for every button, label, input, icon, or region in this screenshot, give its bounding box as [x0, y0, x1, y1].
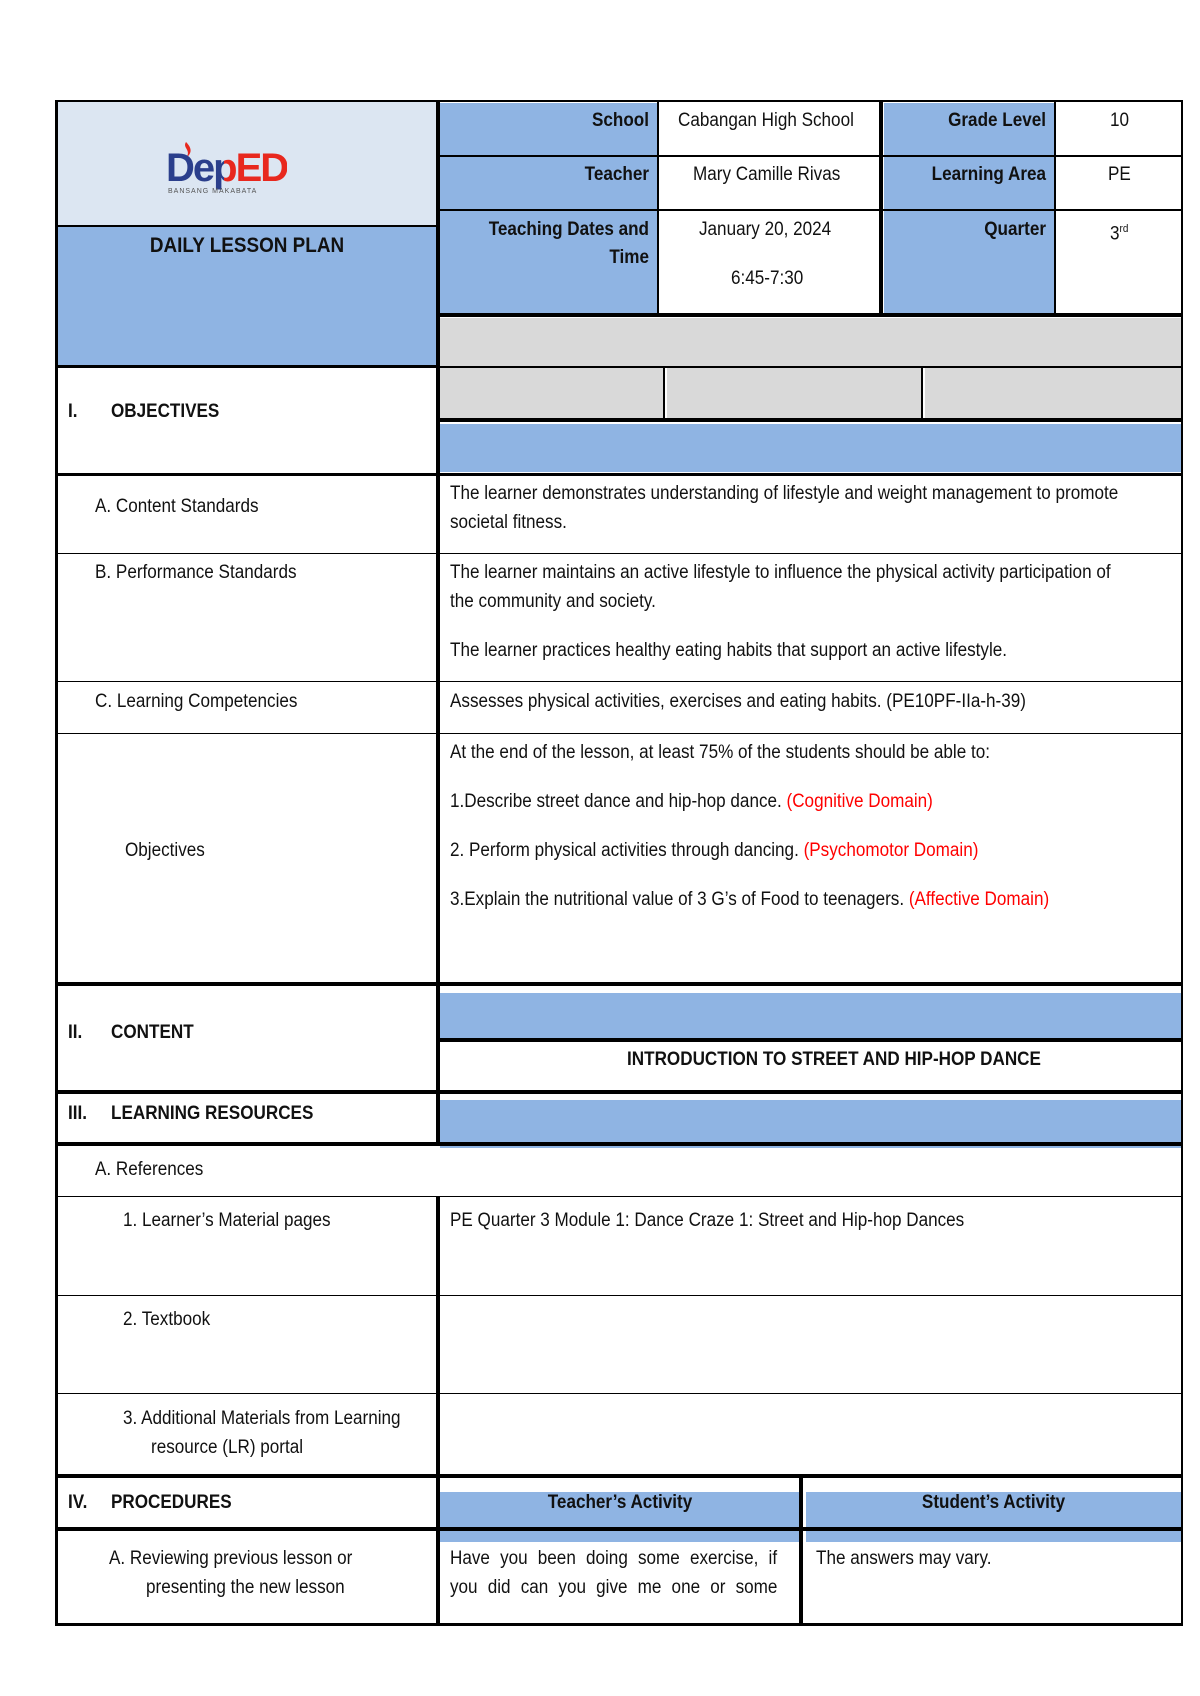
- references-row-span: [436, 1146, 440, 1196]
- content-topic: INTRODUCTION TO STREET AND HIP-HOP DANCE: [627, 1049, 1041, 1070]
- quarter-suffix: rd: [1119, 223, 1129, 235]
- review-teacher-line1: Have you been doing some exercise, if: [450, 1548, 778, 1569]
- school-value: Cabangan High School: [678, 110, 854, 131]
- performance-line3: The learner practices healthy eating habits that support an active lifestyle.: [450, 640, 1008, 661]
- domain-label: (Affective Domain): [908, 889, 1050, 910]
- logo-text: DepED: [166, 146, 288, 190]
- teacher-col-label: Teacher’s Activity: [547, 1492, 693, 1513]
- objectives-heading-num: I.: [68, 401, 78, 422]
- time-value: 6:45-7:30: [731, 268, 804, 289]
- procedures-heading: PROCEDURES: [111, 1492, 232, 1513]
- gray-cell-2: [667, 368, 921, 418]
- additional-label-line1: 3. Additional Materials from Learning: [123, 1408, 401, 1429]
- objectives-heading: OBJECTIVES: [111, 401, 220, 422]
- dates-label-line2: Time: [609, 247, 649, 268]
- objective-item-1: 1.Describe street dance and hip-hop dance. (Cognitive Domain): [450, 791, 933, 812]
- content-standards-label: A. Content Standards: [95, 496, 259, 517]
- grade-value: 10: [1110, 110, 1130, 131]
- competencies-label: C. Learning Competencies: [95, 691, 298, 712]
- performance-line2: the community and society.: [450, 591, 656, 612]
- dates-label-line1: Teaching Dates and: [488, 219, 649, 240]
- objective-item-3: 3.Explain the nutritional value of 3 G’s of Food to teenagers. (Affective Domain): [450, 889, 1050, 910]
- teacher-label: Teacher: [584, 164, 649, 185]
- review-teacher-line2: you did can you give me one or some: [450, 1577, 778, 1598]
- competencies-value: Assesses physical activities, exercises and eating habits. (PE10PF-IIa-h-39): [450, 691, 1026, 712]
- content-heading: CONTENT: [111, 1022, 194, 1043]
- school-label: School: [591, 110, 649, 131]
- area-label: Learning Area: [931, 164, 1046, 185]
- objectives-intro: At the end of the lesson, at least 75% of the students should be able to:: [450, 742, 990, 763]
- resources-blue-band: [439, 1100, 1181, 1148]
- resources-heading-num: III.: [68, 1103, 88, 1124]
- content-heading-num: II.: [68, 1022, 83, 1043]
- logo-tagline: BANSANG MAKABATA: [168, 188, 258, 195]
- teacher-value: Mary Camille Rivas: [693, 164, 841, 185]
- review-student: The answers may vary.: [816, 1548, 992, 1569]
- objective-item-2: 2. Perform physical activities through dancing. (Psychomotor Domain): [450, 840, 979, 861]
- objectives-label: Objectives: [125, 840, 205, 861]
- procedures-heading-num: IV.: [68, 1492, 88, 1513]
- deped-logo: [164, 140, 288, 196]
- references-label: A. References: [95, 1159, 204, 1180]
- review-label-line1: A. Reviewing previous lesson or: [109, 1548, 353, 1569]
- lm-value: PE Quarter 3 Module 1: Dance Craze 1: Street and Hip-hop Dances: [450, 1210, 965, 1231]
- content-standards-line2: societal fitness.: [450, 512, 567, 533]
- area-value: PE: [1108, 164, 1131, 185]
- content-blue-band: [439, 993, 1181, 1041]
- student-col-label: Student’s Activity: [921, 1492, 1066, 1513]
- additional-label-line2: resource (LR) portal: [151, 1437, 304, 1458]
- quarter-number: 3: [1110, 223, 1120, 245]
- dates-value: January 20, 2024: [699, 219, 832, 240]
- gray-cell-3: [925, 368, 1181, 418]
- performance-label: B. Performance Standards: [95, 562, 297, 583]
- objectives-blue-band: [439, 424, 1181, 472]
- domain-label: (Psychomotor Domain): [803, 840, 979, 861]
- lm-label: 1. Learner’s Material pages: [123, 1210, 331, 1231]
- quarter-label: Quarter: [984, 219, 1046, 240]
- performance-line1: The learner maintains an active lifestyle to influence the physical activity participation of: [450, 562, 1111, 583]
- review-label-line2: presenting the new lesson: [146, 1577, 345, 1598]
- quarter-value: [1110, 215, 1128, 248]
- gray-cell-1: [439, 368, 663, 418]
- textbook-label: 2. Textbook: [123, 1309, 211, 1330]
- grade-label: Grade Level: [948, 110, 1046, 131]
- resources-heading: LEARNING RESOURCES: [111, 1103, 314, 1124]
- content-standards-line1: The learner demonstrates understanding of lifestyle and weight management to promote: [450, 483, 1119, 504]
- gray-band: [439, 318, 1181, 366]
- domain-label: (Cognitive Domain): [786, 791, 933, 812]
- page-title: DAILY LESSON PLAN: [149, 234, 345, 257]
